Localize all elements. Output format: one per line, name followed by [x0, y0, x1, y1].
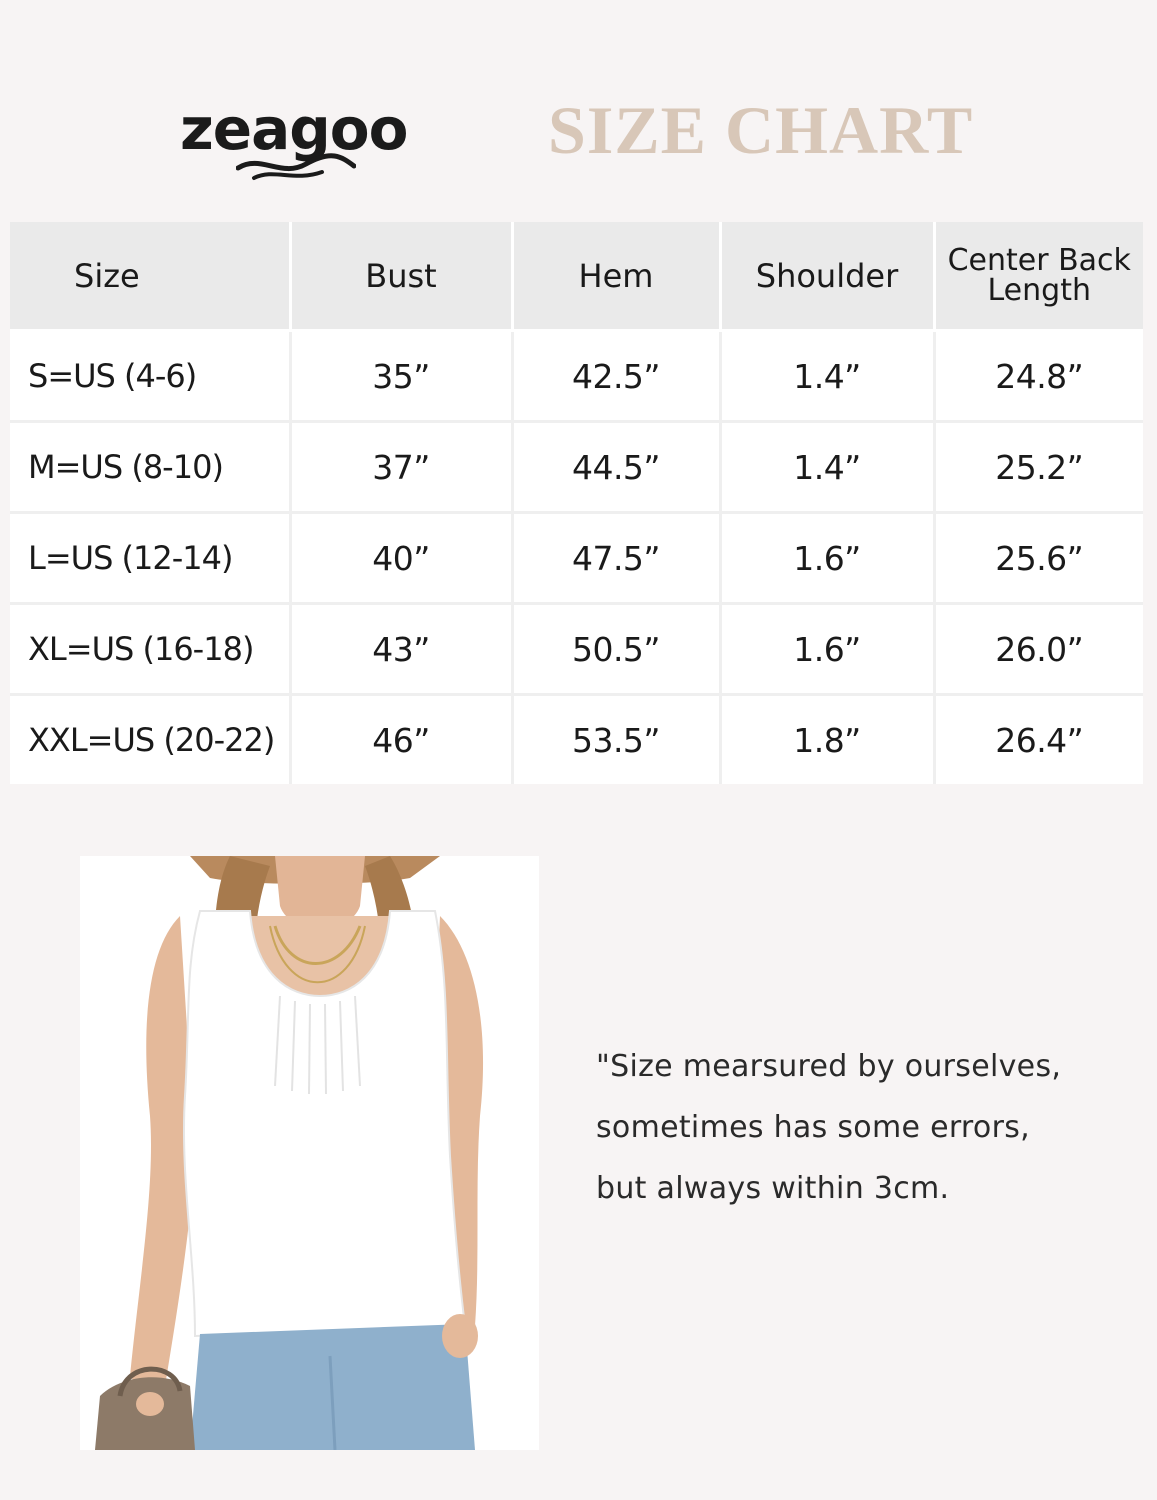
brand-swoosh-icon: [236, 148, 356, 182]
size-cell: XXL=US (20-22): [10, 695, 290, 785]
shoulder-cell: 1.4”: [720, 331, 934, 422]
table-header-row: [10, 222, 1143, 331]
product-photo: [80, 856, 539, 1450]
table-row: [10, 604, 1143, 695]
table-row: [10, 695, 1143, 785]
column-header-bust: Bust: [290, 222, 512, 331]
brand-logo: [180, 95, 500, 180]
column-header-shoulder: Shoulder: [720, 222, 934, 331]
table-row: [10, 331, 1143, 422]
hem-cell: 50.5”: [512, 604, 720, 695]
model-illustration: [80, 856, 539, 1450]
bust-cell: 40”: [290, 513, 512, 604]
shoulder-cell: 1.6”: [720, 604, 934, 695]
table-row: [10, 513, 1143, 604]
table-row: [10, 422, 1143, 513]
hem-cell: 47.5”: [512, 513, 720, 604]
page-title: SIZE CHART: [548, 92, 974, 168]
note-line: "Size mearsured by ourselves,: [596, 1049, 1062, 1084]
column-header-center-back-length: Center Back Length: [934, 222, 1143, 331]
size-cell: XL=US (16-18): [10, 604, 290, 695]
size-cell: L=US (12-14): [10, 513, 290, 604]
center-back-length-cell: 26.4”: [995, 720, 1084, 760]
hem-cell: 44.5”: [512, 422, 720, 513]
size-cell: S=US (4-6): [10, 331, 290, 422]
shoulder-cell: 1.8”: [720, 695, 934, 785]
column-header-size: Size: [10, 222, 290, 331]
bust-cell: 46”: [290, 695, 512, 785]
center-back-length-cell: 25.2”: [934, 422, 1143, 513]
bust-cell: 43”: [290, 604, 512, 695]
bust-cell: 37”: [290, 422, 512, 513]
shoulder-cell: 1.4”: [720, 422, 934, 513]
shoulder-cell: 1.6”: [720, 513, 934, 604]
note-line: sometimes has some errors,: [596, 1110, 1030, 1145]
bust-cell: 35”: [290, 331, 512, 422]
column-header-hem: Hem: [512, 222, 720, 331]
hem-cell: 42.5”: [512, 331, 720, 422]
brand-name: zeagoo: [180, 95, 408, 163]
center-back-length-cell: 26.0”: [934, 604, 1143, 695]
center-back-length-cell: 25.6”: [934, 513, 1143, 604]
size-cell: M=US (8-10): [10, 422, 290, 513]
measurement-note: [596, 1036, 1136, 1219]
hem-cell: 53.5”: [512, 695, 720, 785]
center-back-length-cell: 24.8”: [934, 331, 1143, 422]
note-line: but always within 3cm.: [596, 1171, 950, 1206]
size-chart-table: [10, 222, 1143, 784]
